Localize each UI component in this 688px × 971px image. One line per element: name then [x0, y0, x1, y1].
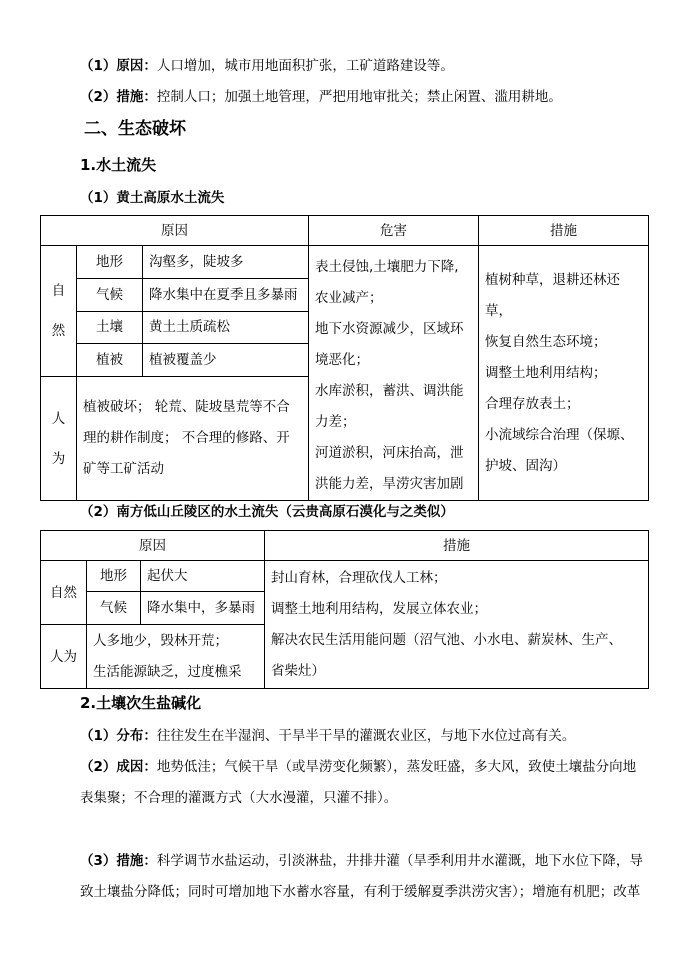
- factor-desc: 植被覆盖少: [143, 344, 309, 377]
- factor-desc: 黄土土质疏松: [143, 311, 309, 344]
- human-line: 矿等工矿活动: [83, 461, 164, 478]
- text: 科学调节水盐运动，引淡淋盐，井排井灌（旱季利用井水灌溉，地下水位下降，导致土壤盐分降低；同时可增加地下水蓄水容量，有利于缓解夏季洪涝灾害）；增施有机肥；改革: [80, 853, 643, 900]
- measure-line: 封山育林，合理砍伐人工林；: [271, 569, 447, 586]
- text: 人口增加，城市用地面积扩张，工矿道路建设等。: [156, 58, 454, 74]
- natural-label-1: 自: [51, 283, 66, 300]
- human-line: 生活能源缺乏，过度樵采: [93, 663, 242, 680]
- land-cause-paragraph: [80, 56, 454, 76]
- table2-caption: （2）南方低山丘陵区的水土流失（云贵高原石漠化与之类似）: [80, 504, 454, 520]
- measure-line: 小流域综合治理（保塬、: [485, 426, 634, 443]
- label: （2）措施：: [80, 89, 157, 105]
- header-harm: 危害: [309, 216, 479, 246]
- header-cause: 原因: [41, 216, 309, 246]
- measure-cell: [265, 561, 649, 689]
- label: （1）分布：: [80, 728, 157, 744]
- natural-label-2: 然: [51, 323, 66, 340]
- factor-cell: 土壤: [77, 311, 143, 344]
- harm-line: 农业减产；: [315, 290, 383, 306]
- harm-line: 水库淤积，蓄洪、调洪能: [315, 383, 464, 399]
- measure-line: 调整土地利用结构；: [485, 364, 607, 381]
- measure-line: 护坡、固沟）: [485, 457, 567, 474]
- header-measure: 措施: [479, 216, 649, 246]
- human-cause-cell: [77, 377, 309, 501]
- salinization-distribution: [80, 726, 575, 746]
- factor-desc: 起伏大: [141, 561, 265, 592]
- text: 地势低洼；气候干旱（或旱涝变化频繁），蒸发旺盛，多大风，致使土壤盐分向地表集聚；不合理的灌溉方式（大水漫灌，只灌不排）。: [80, 759, 637, 806]
- label: （1）原因：: [80, 58, 157, 74]
- measure-line: 解决农民生活用能问题（沼气池、小水电、薪炭林、生产、: [271, 631, 623, 648]
- measure-line: 合理存放表土；: [485, 395, 580, 412]
- text: 往往发生在半湿润、干旱半干旱的灌溉农业区，与地下水位过高有关。: [156, 728, 576, 744]
- header-cause: 原因: [41, 531, 265, 561]
- measure-line: 植树种草，退耕还林还草，: [485, 271, 621, 319]
- factor-cell: 地形: [77, 246, 143, 279]
- table1-caption: （1）黄土高原水土流失: [80, 190, 225, 206]
- subsection-title: 1.水土流失: [80, 156, 157, 174]
- human-line: 理的耕作制度； 不合理的修路、开: [83, 430, 290, 447]
- subsection-title: 2.土壤次生盐碱化: [80, 694, 202, 712]
- measure-line: 省柴灶）: [271, 662, 326, 679]
- south-erosion-table: [40, 530, 649, 689]
- human-label-1: 人: [51, 410, 66, 427]
- harm-line: 河道淤积，河床抬高，泄: [315, 445, 464, 461]
- human-line: 植被破坏； 轮荒、陡坡垦荒等不合: [83, 399, 290, 416]
- harm-line: 地下水资源减少，区域环: [315, 321, 464, 337]
- factor-desc: 沟壑多，陡坡多: [143, 246, 309, 279]
- human-cause-cell: [87, 625, 265, 689]
- measure-line: 调整土地利用结构，发展立体农业；: [271, 600, 488, 617]
- human-line: 人多地少，毁林开荒；: [93, 632, 228, 649]
- label: （3）措施：: [80, 853, 157, 869]
- harm-line: 洪能力差，旱涝灾害加剧: [315, 476, 464, 492]
- land-measure-paragraph: [80, 87, 562, 107]
- salinization-measure: [48, 846, 648, 908]
- factor-cell: 气候: [87, 592, 141, 625]
- factor-desc: 降水集中，多暴雨: [141, 592, 265, 625]
- factor-desc: 降水集中在夏季且多暴雨: [143, 278, 309, 311]
- measure-line: 恢复自然生态环境；: [485, 333, 607, 350]
- factor-cell: 气候: [77, 278, 143, 311]
- measure-cell: [479, 246, 649, 501]
- factor-cell: 地形: [87, 561, 141, 592]
- section-title: 二、生态破坏: [84, 119, 186, 139]
- human-label-2: 为: [51, 450, 66, 467]
- header-measure: 措施: [265, 531, 649, 561]
- harm-cell: [309, 246, 479, 501]
- natural-label: 自然: [41, 561, 87, 625]
- human-label: [41, 377, 77, 501]
- factor-cell: 植被: [77, 344, 143, 377]
- salinization-cause: [48, 752, 648, 814]
- harm-line: 表土侵蚀,土壤肥力下降,: [315, 259, 459, 275]
- text: 控制人口；加强土地管理，严把用地审批关；禁止闲置、滥用耕地。: [156, 89, 562, 105]
- label: （2）成因：: [80, 759, 157, 775]
- human-label: 人为: [41, 625, 87, 689]
- harm-line: 力差；: [315, 414, 356, 430]
- natural-label: [41, 246, 77, 377]
- harm-line: 境恶化；: [315, 352, 370, 368]
- loess-erosion-table: [40, 215, 649, 501]
